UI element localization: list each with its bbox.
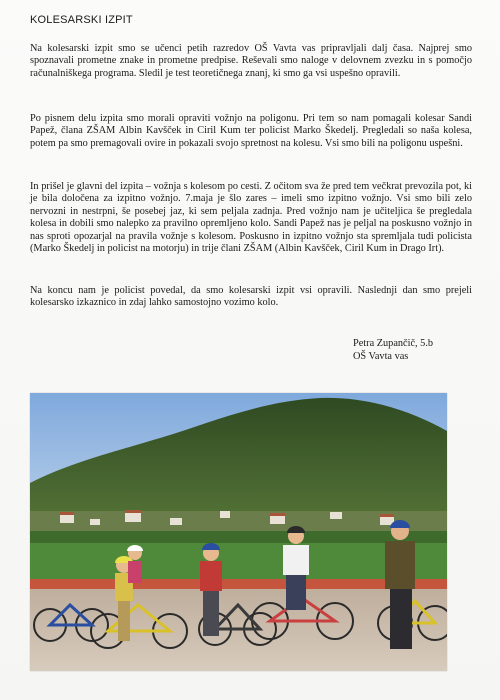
running-track [30, 579, 447, 589]
tree-line [30, 531, 447, 545]
field [30, 543, 447, 585]
signature-author: Petra Zupančič, 5.b [353, 338, 434, 349]
paragraph-4: Na koncu nam je policist povedal, da smo kolesarski izpit vsi opravili. Naslednji dan smo prejeli kolesarsko izkaznico in zdaj lahko samostojno vozimo kolo. [30, 285, 472, 309]
photo-illustration [30, 393, 447, 671]
document-title: KOLESARSKI IZPIT [30, 14, 133, 26]
cyclists-photo [30, 393, 447, 671]
signature-school: OŠ Vavta vas [353, 351, 409, 362]
rider-2 [127, 545, 143, 583]
paragraph-3: In prišel je glavni del izpita – vožnja s kolesom po cesti. Z očitom sva že pred tem večkrat prevozila pot, ki je bila določena za izpitno vožnjo. 7.maja je šlo zares – imeli smo izpitno vožnjo. Vsi smo bili zelo nervozni in nestrpni, še posebej jaz, ki sem peljala zadnja. Pred vožnjo nam je učiteljica še pregledala kolesa in dobili smo nalepko za pravilno opremljeno kolo. Sandi Papež nas je peljal na poskusno vožnjo in nas sproti opozarjal na pravila vožnje s kolesom. Poskusno in izpitno vožnjo sta spremljala tudi policista (Marko Škedelj in policist na motorju) in trije člani ZŠAM (Albin Kavšček, Ciril Kum in Drago Irt). [30, 181, 472, 255]
paragraph-1: Na kolesarski izpit smo se učenci petih razredov OŠ Vavta vas pripravljali dalj časa. Najprej smo spoznavali prometne znake in prometne predpise. Reševali smo naloge v delovnem zvezku in s pomočjo računalniškega programa. Sledil je test teoretičnega znanj, ki smo ga vsi uspešno opravili. [30, 43, 472, 79]
paragraph-2: Po pisnem delu izpita smo morali opraviti vožnjo na poligonu. Pri tem so nam pomagali kolesar Sandi Papež, člana ZŠAM Albin Kavšček in Ciril Kum ter policist Marko Škedelj. Pregledali so naša kolesa, potem pa smo premagovali ovire in pokazali svojo spretnost na kolesu. Vsi smo bili na poligonu uspešni. [30, 113, 472, 149]
